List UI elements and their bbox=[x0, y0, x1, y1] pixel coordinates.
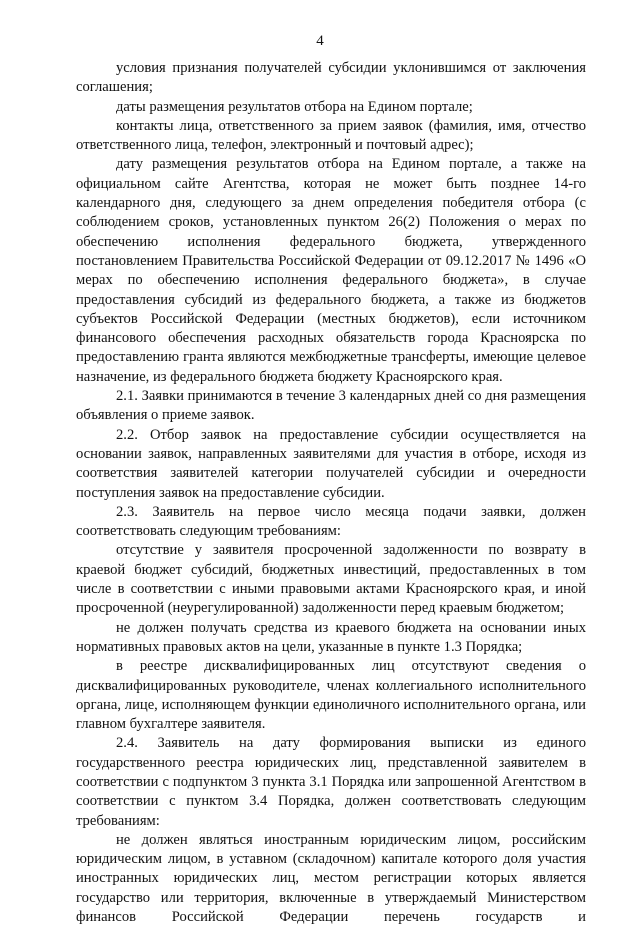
paragraph-no-overdue-debt: отсутствие у заявителя просроченной задолженности по возврату в краевой бюджет субсидий, бюджетных инвестиций, предоставленных в том числе в соответствии с иными правовыми актами Красноярского края, и иной просроченной (неурегулированной) задолженности перед краевым бюджетом; bbox=[76, 542, 586, 617]
paragraph-2-2: 2.2. Отбор заявок на предоставление субсидии осуществляется на основании заявок, направленных заявителями для участия в отборе, исходя из соответствия заявителей категории получателей субсидии и очередности поступления заявок на предоставление субсидии. bbox=[76, 426, 586, 501]
paragraph-publication-date: дату размещения результатов отбора на Едином портале, а также на официальном сайте Агентства, которая не может быть позднее 14-го календарного дня, следующего за днем определения победителя отбора (с соблюдением сроков, установленных пунктом 26(2) Положения о мерах по обеспечению исполнения федерального бюджета, утвержденного постановлением Правительства Российской Федерации от 09.12.2017 № 1496 «О мерах по обеспечению исполнения федерального бюджета», в случае предоставления субсидий из федерального бюджета, а также из бюджетов субъектов Российской Федерации (местных бюджетов), если источником финансового обеспечения расходных обязательств города Красноярска по предоставлению гранта являются межбюджетные трансферты, имеющие целевое назначение, из федерального бюджета бюджету Красноярского края. bbox=[76, 156, 586, 385]
paragraph-disqualified-registry: в реестре дисквалифицированных лиц отсутствуют сведения о дисквалифицированных руководителе, членах коллегиального исполнительного органа, лице, исполняющем функции единоличного исполнительного органа, или главном бухгалтере заявителя. bbox=[76, 658, 586, 733]
paragraph-2-1: 2.1. Заявки принимаются в течение 3 календарных дней со дня размещения объявления о приеме заявок. bbox=[76, 388, 586, 424]
paragraph-not-foreign-entity: не должен являться иностранным юридическим лицом, российским юридическим лицом, в уставном (складочном) капитале которого доля участия иностранных юридических лиц, местом регистрации которых является государство или территория, включенные в утверждаемый Министерством финансов Российской Федерации перечень государств и bbox=[76, 831, 586, 926]
page-number: 4 bbox=[316, 33, 324, 49]
paragraph-2-3: 2.3. Заявитель на первое число месяца подачи заявки, должен соответствовать следующим требованиям: bbox=[76, 503, 586, 540]
paragraph-refusal-conditions: условия признания получателей субсидии уклонившимся от заключения соглашения; bbox=[76, 60, 586, 96]
paragraph-contacts: контакты лица, ответственного за прием заявок (фамилия, имя, отчество ответственного лица, телефон, электронный и почтовый адрес); bbox=[76, 117, 586, 154]
paragraph-results-date: даты размещения результатов отбора на Едином портале; bbox=[116, 98, 473, 115]
paragraph-2-4: 2.4. Заявитель на дату формирования выписки из единого государственного реестра юридических лиц, представленной заявителем в соответствии с подпунктом 3 пункта 3.1 Порядка или запрошенной Агентством в соответствии с пунктом 3.4 Порядка, должен соответствовать следующим требованиям: bbox=[76, 735, 586, 829]
paragraph-no-other-funds: не должен получать средства из краевого бюджета на основании иных нормативных правовых актов на цели, указанные в пункте 1.3 Порядка; bbox=[76, 619, 586, 655]
document-body bbox=[76, 59, 586, 927]
